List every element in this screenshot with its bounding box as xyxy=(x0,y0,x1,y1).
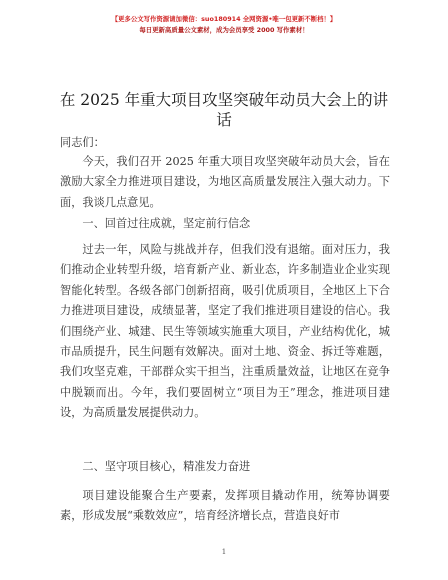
intro-paragraph: 今天，我们召开 2025 年重大项目攻坚突破年动员大会，旨在激励大家全力推进项目建设，为地区高质量发展注入强大动力。下面，我谈几点意见。 xyxy=(60,155,390,209)
promo-banner-line2: 每日更新高质量公文素材，成为会员享受 2000 写作素材！ xyxy=(139,26,309,34)
promo-banner-line1: 【更多公文写作资源请加微信：suo180914 全网资源•唯一包更新不断档！】 xyxy=(111,15,337,23)
page-number: 1 xyxy=(221,548,227,556)
promo-banner xyxy=(0,14,448,36)
section2-body: 项目建设能聚合生产要素，发挥项目撬动作用，统筹协调要素，形成发展“乘数效应”，培育经济增长点，营造良好市 xyxy=(60,489,390,523)
document-title: 在 2025 年重大项目攻坚突破年动员大会上的讲话 xyxy=(59,91,389,129)
section1-body: 过去一年，风险与挑战并存，但我们没有退缩。面对压力，我们推动企业转型升级，培育新产业、新业态，许多制造业企业实现智能化转型。各级各部门创新招商，吸引优质项目，全地区上下合力推进项目建设，成绩显著，坚定了我们推进项目建设的信心。我们围绕产业、城建、民生等领域实施重大项目，产业结构优化，城市品质提升，民生问题有效解决。面对土地、资金、拆迁等难题，我们攻坚克难，干部群众实干担当，注重质量效益，让地区在竞争中脱颖而出。今年，我们要固树立“项目为王”理念，推进项目建设，为高质量发展提供动力。 xyxy=(60,243,390,420)
section1-heading: 一、回首过往成就，坚定前行信念 xyxy=(82,217,251,230)
section2-heading: 二、坚守项目核心，精准发力奋进 xyxy=(82,460,251,473)
salutation: 同志们： xyxy=(60,136,105,149)
